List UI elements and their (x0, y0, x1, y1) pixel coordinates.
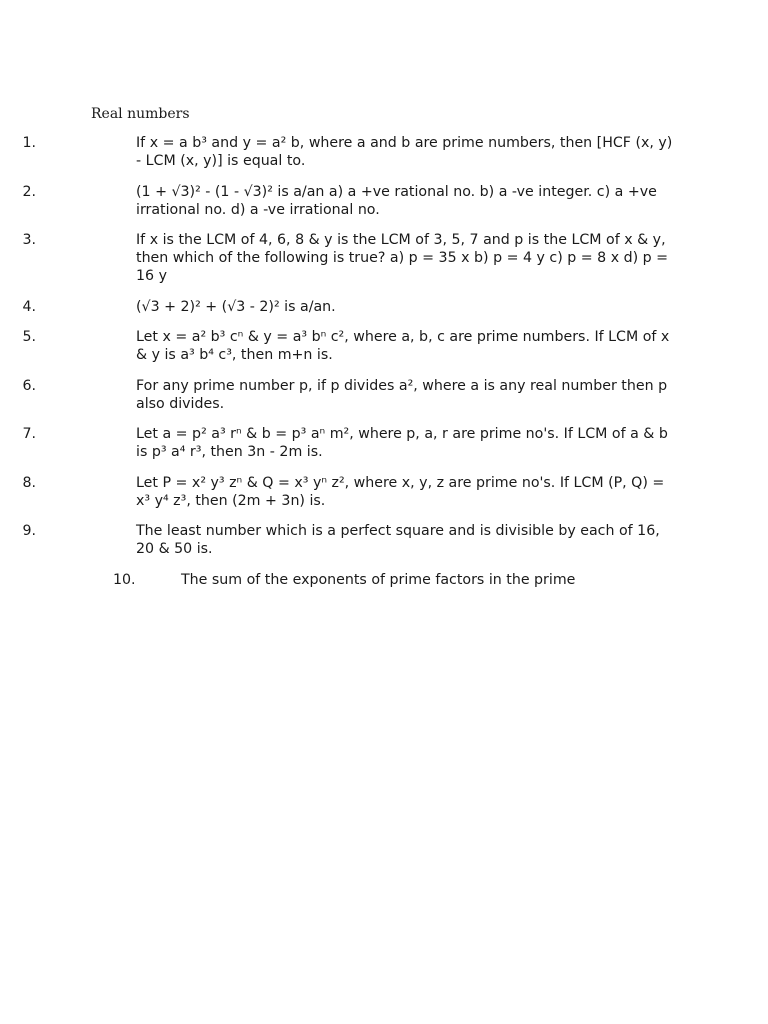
question-item (0, 522, 676, 558)
question-text: The sum of the exponents of prime factors in the prime (181, 571, 576, 588)
question-item (0, 328, 676, 364)
question-text: (1 + √3)² - (1 - √3)² is a/an a) a +ve rational no. b) a -ve integer. c) a +ve irrational no. d) a -ve irrational no. (136, 183, 657, 218)
question-item (0, 183, 676, 219)
question-number: 2. (22, 183, 36, 200)
question-number: 8. (22, 474, 36, 491)
question-item (0, 425, 676, 461)
question-number: 5. (22, 329, 36, 345)
question-number: 1. (22, 135, 36, 151)
document-title: Real numbers (91, 106, 190, 122)
question-item (0, 134, 676, 170)
question-text: If x = a b³ and y = a² b, where a and b are prime numbers, then [HCF (x, y) - LCM (x, y)] is equal to. (136, 135, 673, 169)
question-item (0, 377, 676, 413)
question-number: 7. (22, 426, 36, 442)
question-number: 6. (22, 377, 36, 394)
question-item (0, 231, 676, 285)
question-text: Let P = x² y³ zⁿ & Q = x³ yⁿ z², where x, y, z are prime no's. If LCM (P, Q) = x³ y⁴ z³, then (2m + 3n) is. (136, 474, 665, 509)
question-item (0, 474, 676, 510)
question-text: For any prime number p, if p divides a², where a is any real number then p also divides. (136, 377, 668, 412)
question-text: (√3 + 2)² + (√3 - 2)² is a/an. (136, 298, 336, 315)
question-number: 3. (22, 232, 36, 248)
question-text: If x is the LCM of 4, 6, 8 & y is the LCM of 3, 5, 7 and p is the LCM of x & y, then which of the following is true? a) p = 35 x b) p = 4 y c) p = 8 x d) p = 16 y (136, 232, 669, 284)
question-text: Let x = a² b³ cⁿ & y = a³ bⁿ c², where a, b, c are prime numbers. If LCM of x & y is a³ b⁴ c³, then m+n is. (136, 329, 670, 363)
question-number: 4. (22, 298, 36, 315)
question-item (0, 298, 676, 316)
question-text: Let a = p² a³ rⁿ & b = p³ aⁿ m², where p, a, r are prime no's. If LCM of a & b is p³ a⁴ r³, then 3n - 2m is. (136, 426, 668, 460)
question-item (0, 571, 721, 589)
question-number: 10. (113, 571, 136, 588)
question-text: The least number which is a perfect square and is divisible by each of 16, 20 & 50 is. (136, 523, 660, 557)
question-list (0, 134, 768, 601)
question-number: 9. (22, 523, 36, 539)
